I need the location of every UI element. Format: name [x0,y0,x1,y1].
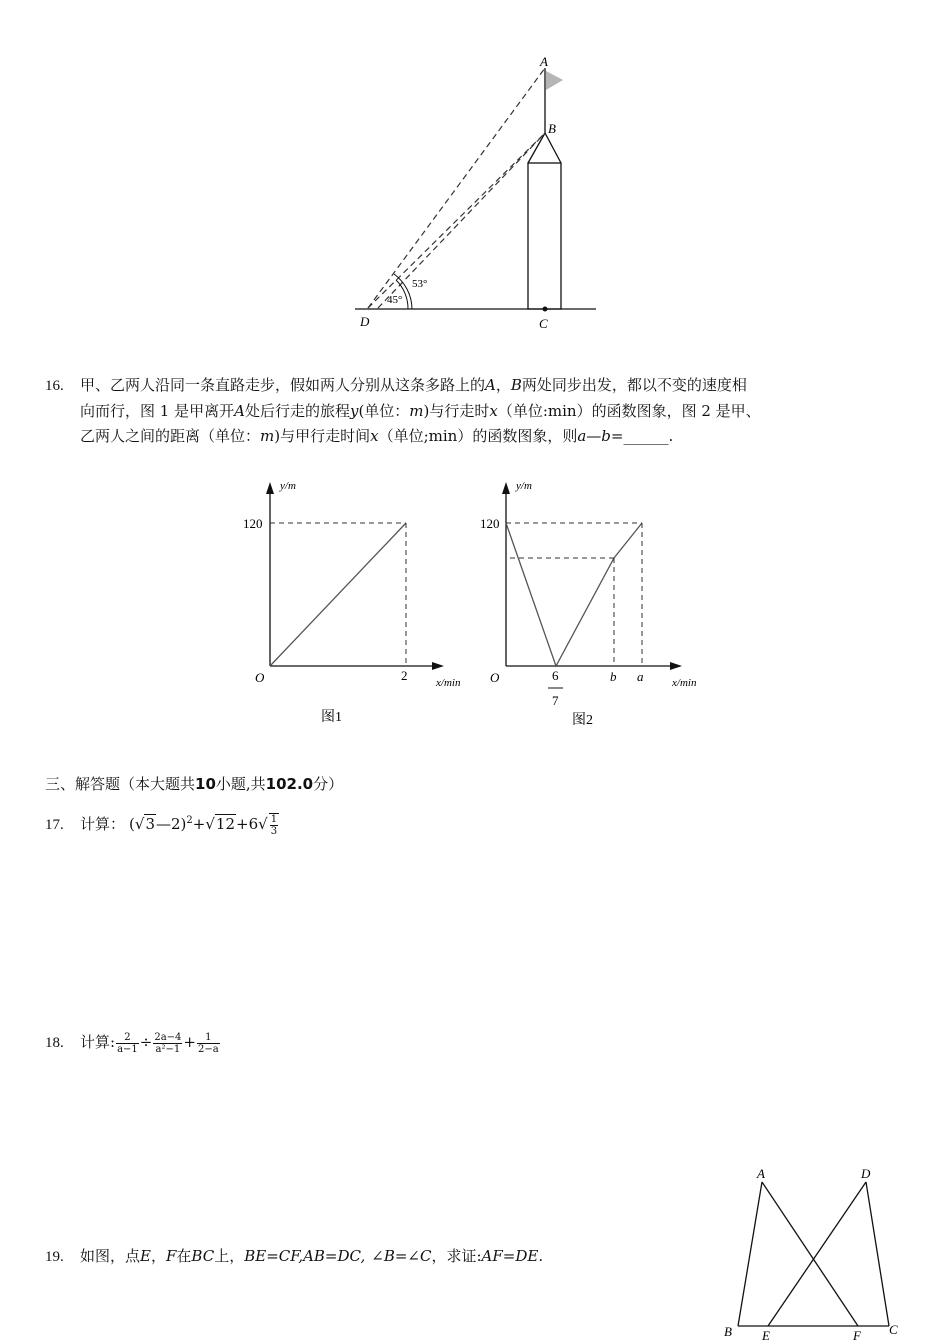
q17-exponent: 2 [186,815,193,826]
q17-fraction [269,813,279,837]
q19-text3: 上， [214,1247,245,1265]
q18-fraction-1 [116,1032,139,1055]
q18-fraction-3 [197,1032,220,1055]
g1-ylabel: y/m [280,480,296,492]
q16-line-2 [45,399,915,424]
building [528,163,561,309]
q16-l3-expr: a—b [577,427,611,445]
g1-y-arrow [266,482,274,494]
g1-origin: O [255,670,265,685]
q16-var-b: B [510,376,522,394]
g1-caption: 图1 [321,710,342,725]
q16-text-tail: 两处同步出发，都以不变的速度相 [521,376,747,394]
q16-l3-mid2: （单位;min）的函数图象，则 [378,427,578,445]
quad-label-f: F [853,1328,861,1343]
quad-label-a: A [757,1166,765,1181]
q18-prefix: 计算: [80,1033,116,1051]
question-17 [45,808,280,838]
q17-radicand-3: 3 [145,815,155,833]
sight-line-b2 [378,133,545,308]
sight-line-b [368,133,545,308]
q19-f: F [165,1247,177,1265]
q16-line-3 [45,424,915,449]
q19-bc: BC [191,1247,215,1265]
label-a: A [540,54,548,69]
q17-prefix: 计算： [80,815,126,833]
sqrt-symbol: √ [134,815,145,833]
q18-f1-num: 2 [116,1032,139,1044]
q18-plus: + [183,1033,196,1051]
tower-figure [340,45,620,340]
q16-l3-m: m [260,427,275,445]
q18-f2-num: 2a−4 [154,1031,182,1043]
q16-l2-tail: （单位:min）的函数图象，图 2 是甲、 [497,402,761,420]
g2-line [506,523,642,666]
g1-xlabel: x/min [436,677,461,689]
q18-number: 18. [45,1035,64,1051]
g2-xtick-den: 7 [552,693,559,708]
g2-xlabel: x/min [672,677,697,689]
q16-l3-start: 乙两人之间的距离（单位： [80,427,261,445]
q16-line-1 [45,373,915,399]
q19-e: E [140,1247,151,1265]
question-16 [45,373,915,449]
q18-div: ÷ [139,1033,153,1051]
label-b: B [548,121,556,136]
q16-l2-m: m [409,402,424,420]
q16-l2-mid2: )与行走时 [423,402,490,420]
g2-caption: 图2 [572,713,593,728]
section-title-text: 三、解答题（本大题共 [45,775,196,793]
q19-end: . [538,1247,544,1265]
q19-text4: ，求证: [431,1247,482,1265]
section-score: 102.0 [265,775,314,793]
q19-conditions: BE=CF,AB=DC, [244,1247,366,1265]
section-tail: 分） [313,775,344,793]
angle-53-label: 53° [412,278,428,290]
g2-xtick-a: a [637,669,644,684]
g1-x-arrow [432,662,444,670]
flag-icon [546,71,563,90]
q16-text: 甲、乙两人沿同一条直路走步，假如两人分别从这条多路上的 [80,376,486,394]
seg-de [768,1182,866,1326]
q19-text1: 如图，点 [80,1247,141,1265]
q17-number: 17. [45,817,64,833]
q17-frac-num: 1 [270,814,278,825]
q16-l3-x: x [370,427,379,445]
quad-label-b: B [724,1324,732,1339]
q18-f3-den: 2−a [198,1043,219,1055]
q18-f2-den: a²−1 [155,1043,181,1055]
g1-xtick: 2 [401,668,408,683]
section-count: 10 [195,775,216,793]
g2-xtick-b: b [610,669,617,684]
sqrt-symbol: √ [205,815,215,833]
q16-l2-a: A [234,402,245,420]
q17-open: ( [129,815,135,833]
seg-dc [866,1182,889,1326]
g2-xtick-num: 6 [552,668,559,683]
q18-f3-num: 1 [197,1032,220,1044]
g2-y-arrow [502,482,510,494]
g2-ylabel: y/m [516,480,532,492]
q17-frac-den: 3 [270,826,278,837]
quad-figure [718,1160,918,1344]
q18-f1-den: a−1 [117,1043,138,1055]
q16-l2-y: y [349,402,359,420]
q17-radicand-12: 12 [215,815,235,833]
section-mid: 小题,共 [215,775,266,793]
label-d: D [360,314,370,329]
g2-x-arrow [670,662,682,670]
g2-origin: O [490,670,500,685]
q19-text2: 在 [176,1247,192,1265]
question-19 [45,1244,543,1270]
section-title [45,772,343,797]
g1-ytick: 120 [243,516,263,531]
q17-plus6: +6 [236,815,259,833]
q18-fraction-2 [153,1032,182,1055]
q19-angle: ∠B=∠C [371,1247,432,1265]
q16-number: 16. [45,378,64,394]
graph-2 [475,475,715,735]
question-18 [45,1030,221,1056]
sight-line-a [368,68,545,308]
quad-label-d: D [861,1166,871,1181]
point-c-dot [543,307,548,312]
q19-goal: AF=DE [481,1247,539,1265]
seg-af [762,1182,858,1326]
q16-l2-unit: (单位： [358,402,410,420]
graph-1 [240,475,480,730]
g1-line [270,523,406,666]
q16-l2-x: x [489,402,498,420]
roof [528,133,561,163]
g2-ytick: 120 [480,516,500,531]
q16-l2-start: 向而行，图 1 是甲离开 [80,402,235,420]
q19-sep1: ， [150,1247,166,1265]
q16-l2-mid: 处后行走的旅程 [244,402,350,420]
q16-sep: ， [495,376,511,394]
q16-answer-blank: =______. [610,427,674,445]
q17-minus2: —2) [155,815,187,833]
q19-number: 19. [45,1249,64,1265]
quad-label-e: E [762,1328,770,1343]
q17-plus: + [192,815,206,833]
q16-l3-mid: )与甲行走时间 [274,427,371,445]
quad-label-c: C [889,1322,898,1337]
label-c: C [539,316,548,331]
seg-ab [738,1182,762,1326]
q16-var-a: A [485,376,496,394]
sqrt-symbol: √ [258,815,268,833]
angle-45-label: 45° [387,294,403,306]
